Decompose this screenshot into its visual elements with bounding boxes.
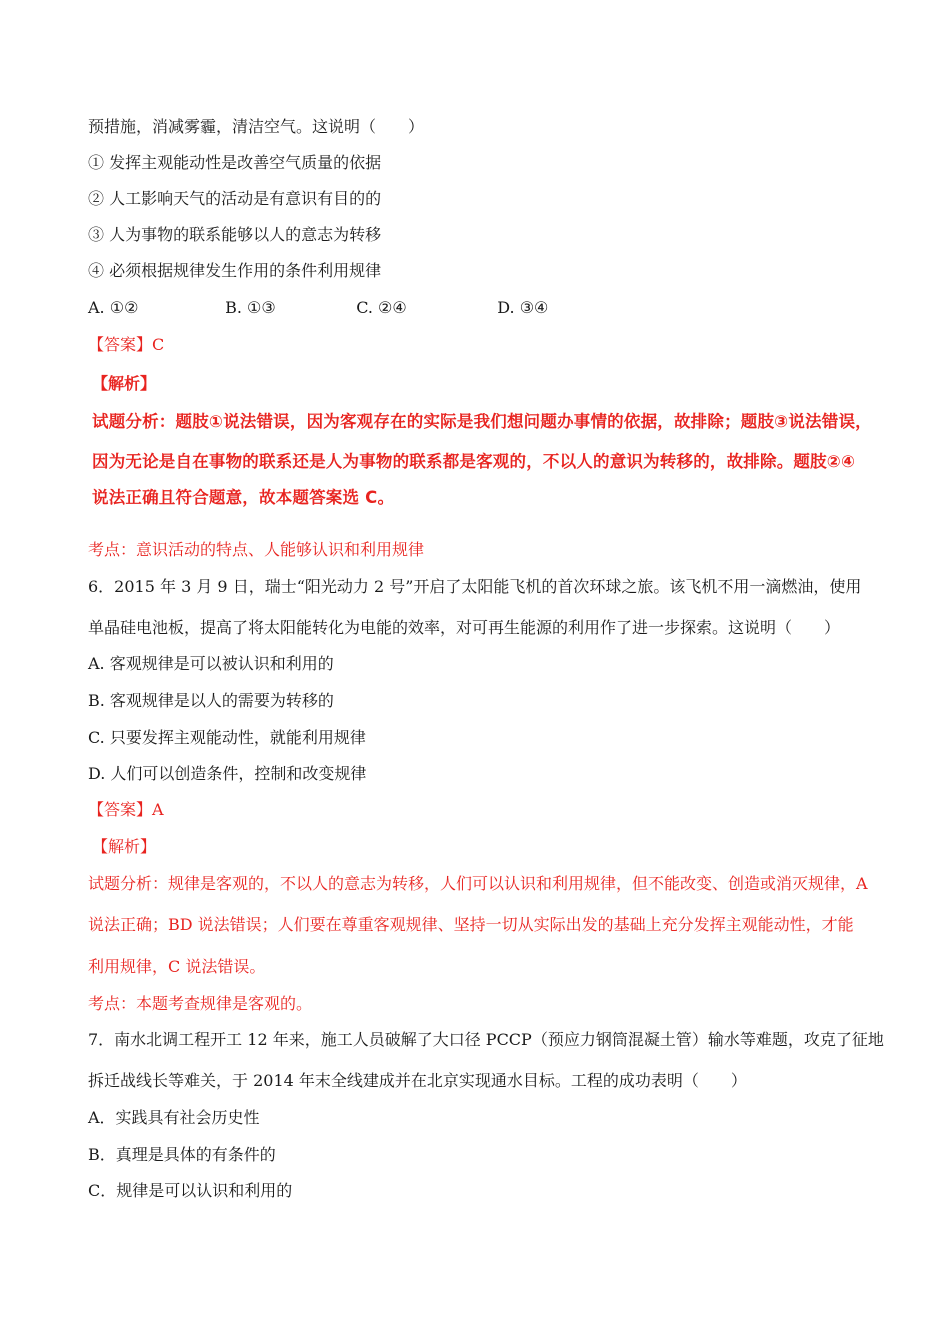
q6-analysis-label: 【解析】 — [92, 837, 157, 856]
q6-answer: 【答案】A — [88, 800, 164, 819]
q7-option-c: C．规律是可以认识和利用的 — [88, 1181, 293, 1200]
q7-stem-line-1: 7．南水北调工程开工 12 年来，施工人员破解了大口径 PCCP（预应力钢筒混凝土管）输水等难题，攻克了征地 — [88, 1030, 884, 1049]
q6-analysis-line-2: 说法正确；BD 说法错误；人们要在尊重客观规律、坚持一切从实际出发的基础上充分发挥主观能动性，才能 — [88, 915, 854, 934]
q5-option-b: B. ①③ — [225, 298, 276, 317]
q6-option-d: D. 人们可以创造条件，控制和改变规律 — [88, 764, 367, 783]
q5-options — [88, 298, 548, 318]
q6-point: 考点：本题考查规律是客观的。 — [88, 994, 313, 1013]
q6-stem-line-1: 6．2015 年 3 月 9 日，瑞士“阳光动力 2 号”开启了太阳能飞机的首次环球之旅。该飞机不用一滴燃油，使用 — [88, 577, 862, 596]
q5-analysis-line-1: 试题分析：题肢①说法错误，因为客观存在的实际是我们想问题办事情的依据，故排除；题肢③说法错误， — [92, 412, 872, 431]
q5-analysis-label: 【解析】 — [92, 374, 157, 393]
q6-analysis-line-1: 试题分析：规律是客观的，不以人的意志为转移，人们可以认识和利用规律，但不能改变、创造或消灭规律，A — [88, 874, 868, 893]
q5-option-a: A. ①② — [88, 298, 139, 317]
q7-option-a: A．实践具有社会历史性 — [88, 1108, 260, 1127]
q6-stem-line-2: 单晶硅电池板，提高了将太阳能转化为电能的效率，对可再生能源的利用作了进一步探索。这说明（ ） — [88, 618, 841, 637]
q6-analysis-line-3: 利用规律，C 说法错误。 — [88, 957, 266, 976]
q6-option-a: A. 客观规律是可以被认识和利用的 — [88, 654, 334, 673]
q5-stem-tail: 预措施，消减雾霾，清洁空气。这说明（ ） — [88, 117, 425, 136]
q5-answer: 【答案】C — [88, 335, 165, 354]
q5-item-3: ③ 人为事物的联系能够以人的意志为转移 — [88, 225, 382, 244]
q5-item-4: ④ 必须根据规律发生作用的条件利用规律 — [88, 261, 382, 280]
q5-analysis-line-3: 说法正确且符合题意，故本题答案选 C。 — [92, 488, 395, 507]
q5-analysis-line-2: 因为无论是自在事物的联系还是人为事物的联系都是客观的，不以人的意识为转移的，故排除。题肢②④ — [92, 452, 856, 471]
q6-option-b: B. 客观规律是以人的需要为转移的 — [88, 691, 334, 710]
q7-stem-line-2: 拆迁战线长等难关，于 2014 年末全线建成并在北京实现通水目标。工程的成功表明（ ） — [88, 1071, 747, 1090]
q5-option-d: D. ③④ — [497, 298, 549, 317]
q5-point: 考点：意识活动的特点、人能够认识和利用规律 — [88, 540, 425, 559]
q6-option-c: C. 只要发挥主观能动性，就能利用规律 — [88, 728, 366, 747]
q5-item-2: ② 人工影响天气的活动是有意识有目的的 — [88, 189, 382, 208]
q5-option-c: C. ②④ — [356, 298, 407, 317]
q5-item-1: ① 发挥主观能动性是改善空气质量的依据 — [88, 153, 382, 172]
q7-option-b: B．真理是具体的有条件的 — [88, 1145, 276, 1164]
